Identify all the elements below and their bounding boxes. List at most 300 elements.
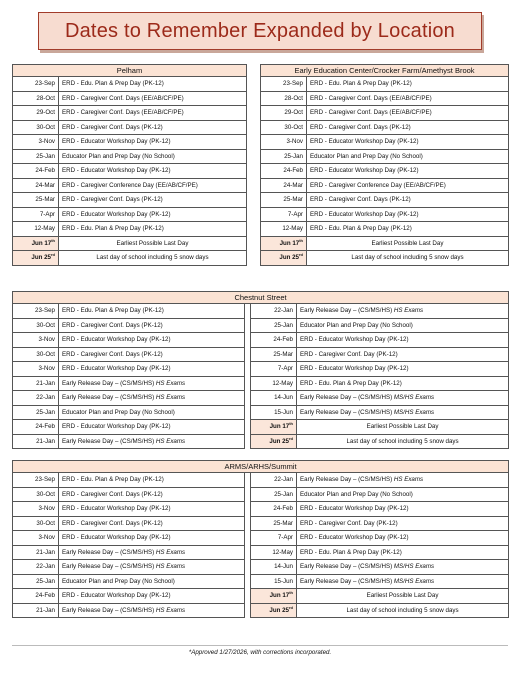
date-text: 22-Jan xyxy=(36,394,55,401)
date-text: 24-Feb xyxy=(273,505,293,512)
date-cell xyxy=(251,589,297,604)
table-row xyxy=(13,77,247,92)
description-text: ERD - Caregiver Conf. Days (PK-12) xyxy=(62,321,163,329)
description-cell xyxy=(297,420,509,435)
date-text: Jun 17 xyxy=(279,239,300,247)
date-cell xyxy=(13,487,59,502)
date-text: 15-Jun xyxy=(274,408,293,416)
table-row xyxy=(13,391,509,406)
date-cell xyxy=(261,207,307,222)
date-cell xyxy=(251,391,297,406)
exam-tag: HS Exams xyxy=(155,437,186,445)
description-cell xyxy=(59,135,247,150)
date-text: 21-Jan xyxy=(36,606,55,614)
date-text: 25-Jan xyxy=(36,152,55,160)
date-text: 24-Feb xyxy=(35,592,55,599)
title-banner xyxy=(38,12,482,50)
description-cell xyxy=(297,574,509,589)
table-row xyxy=(13,487,509,502)
date-text: 23-Sep xyxy=(35,80,55,87)
description-text: Early Release Day – (CS/MS/HS) xyxy=(300,563,393,570)
description-text: Early Release Day – (CS/MS/HS) xyxy=(62,606,155,614)
description-cell xyxy=(59,473,245,488)
exam-tag: HS Exams xyxy=(393,307,424,314)
page-title: Dates to Remember Expanded by Location xyxy=(64,20,456,42)
date-cell xyxy=(13,405,59,420)
date-text: 3-Nov xyxy=(38,138,55,145)
description-cell xyxy=(297,318,509,333)
description-cell xyxy=(307,222,509,237)
date-cell xyxy=(13,502,59,517)
exam-tag: MS/HS Exams xyxy=(393,408,435,416)
exam-tag: MS/HS Exams xyxy=(393,394,435,401)
description-text: ERD - Educator Workshop Day (PK-12) xyxy=(300,336,409,343)
description-cell xyxy=(59,347,245,362)
description-cell xyxy=(59,391,245,406)
chestnut-title: Chestnut Street xyxy=(13,292,509,304)
description-text: ERD - Caregiver Conf. Days (PK-12) xyxy=(62,196,163,203)
description-text: Earliest Possible Last Day xyxy=(366,592,439,599)
description-cell xyxy=(297,545,509,560)
description-text: Last day of school including 5 snow days xyxy=(351,254,464,261)
description-text: Early Release Day – (CS/MS/HS) xyxy=(62,379,155,387)
date-text: 29-Oct xyxy=(284,109,303,116)
date-cell xyxy=(261,106,307,121)
description-cell xyxy=(307,149,509,164)
date-text: Jun 25 xyxy=(269,437,289,445)
date-cell xyxy=(261,236,307,251)
date-text: 25-Mar xyxy=(273,350,293,358)
description-text: ERD - Edu. Plan & Prep Day (PK-12) xyxy=(300,379,402,387)
description-text: Educator Plan and Prep Day (No School) xyxy=(300,321,413,329)
description-text: Earliest Possible Last Day xyxy=(366,423,439,430)
table-row xyxy=(13,304,509,319)
date-text: 25-Mar xyxy=(35,196,55,203)
table-row xyxy=(13,135,247,150)
table-row xyxy=(13,574,509,589)
description-cell xyxy=(59,362,245,377)
description-cell xyxy=(59,164,247,179)
description-text: ERD - Educator Workshop Day (PK-12) xyxy=(300,505,409,512)
date-cell xyxy=(13,77,59,92)
description-cell xyxy=(59,487,245,502)
description-text: ERD - Caregiver Conference Day (EE/AB/CF/PE) xyxy=(62,181,198,189)
description-cell xyxy=(59,77,247,92)
table-row xyxy=(261,135,509,150)
date-text: Jun 25 xyxy=(279,254,299,261)
description-cell xyxy=(59,318,245,333)
description-cell xyxy=(297,502,509,517)
arms-title: ARMS/ARHS/Summit xyxy=(13,461,509,473)
date-cell xyxy=(13,304,59,319)
date-text: 12-May xyxy=(272,548,293,556)
description-cell xyxy=(297,603,509,618)
table-row xyxy=(261,106,509,121)
description-text: ERD - Caregiver Conf. Days (EE/AB/CF/PE) xyxy=(310,94,432,102)
table-row xyxy=(13,106,247,121)
description-cell xyxy=(59,236,247,251)
date-cell xyxy=(13,106,59,121)
description-cell xyxy=(307,135,509,150)
table-row xyxy=(261,164,509,179)
description-cell xyxy=(59,560,245,575)
table-row xyxy=(13,376,509,391)
description-cell xyxy=(307,236,509,251)
date-cell xyxy=(251,473,297,488)
description-text: ERD - Educator Workshop Day (PK-12) xyxy=(62,210,171,218)
date-cell xyxy=(13,164,59,179)
date-text: 30-Oct xyxy=(36,350,55,358)
description-cell xyxy=(297,560,509,575)
table-row xyxy=(13,333,509,348)
description-text: ERD - Educator Workshop Day (PK-12) xyxy=(62,365,171,372)
table-row xyxy=(261,207,509,222)
date-cell xyxy=(13,376,59,391)
date-cell xyxy=(13,236,59,251)
table-row xyxy=(261,193,509,208)
description-cell xyxy=(297,516,509,531)
date-cell xyxy=(13,193,59,208)
date-text: 15-Jun xyxy=(274,577,293,585)
table-row xyxy=(13,222,247,237)
description-cell xyxy=(59,531,245,546)
description-text: ERD - Caregiver Conf. Days (PK-12) xyxy=(310,196,411,203)
date-cell xyxy=(13,120,59,135)
description-text: ERD - Caregiver Conf. Days (PK-12) xyxy=(310,123,411,131)
date-text: 25-Jan xyxy=(36,408,55,416)
description-cell xyxy=(59,333,245,348)
date-text: 28-Oct xyxy=(284,94,303,102)
description-cell xyxy=(307,178,509,193)
description-cell xyxy=(59,376,245,391)
date-text: 22-Jan xyxy=(274,307,293,314)
date-cell xyxy=(251,333,297,348)
chestnut-table xyxy=(12,291,509,449)
description-text: Early Release Day – (CS/MS/HS) xyxy=(300,307,393,314)
description-cell xyxy=(297,304,509,319)
description-cell xyxy=(59,207,247,222)
date-cell xyxy=(251,304,297,319)
description-cell xyxy=(59,178,247,193)
last-day-row xyxy=(261,251,509,266)
pelham-title: Pelham xyxy=(13,65,247,77)
date-cell xyxy=(251,362,297,377)
description-text: ERD - Caregiver Conf. Days (PK-12) xyxy=(62,519,163,527)
date-text: 3-Nov xyxy=(38,505,55,512)
description-cell xyxy=(307,77,509,92)
date-cell xyxy=(13,603,59,618)
date-cell xyxy=(13,531,59,546)
table-row xyxy=(13,120,247,135)
description-cell xyxy=(307,207,509,222)
table-row xyxy=(13,362,509,377)
description-cell xyxy=(307,251,509,266)
date-text: 7-Apr xyxy=(287,210,303,218)
description-text: Early Release Day – (CS/MS/HS) xyxy=(62,437,155,445)
date-text: 24-Mar xyxy=(35,181,55,189)
description-cell xyxy=(59,420,245,435)
date-text: 12-May xyxy=(34,225,55,232)
table-row xyxy=(13,318,509,333)
description-cell xyxy=(297,434,509,449)
date-cell xyxy=(13,545,59,560)
date-suffix: th xyxy=(289,420,293,426)
date-text: Jun 17 xyxy=(269,423,290,430)
date-text: 7-Apr xyxy=(277,365,293,372)
date-text: 23-Sep xyxy=(283,80,303,87)
date-text: 30-Oct xyxy=(36,490,55,498)
date-cell xyxy=(13,178,59,193)
date-suffix: rd xyxy=(51,251,55,257)
date-text: 21-Jan xyxy=(36,548,55,556)
description-cell xyxy=(59,222,247,237)
description-cell xyxy=(297,405,509,420)
description-text: ERD - Caregiver Conf. Days (EE/AB/CF/PE) xyxy=(62,109,184,116)
date-text: 7-Apr xyxy=(277,534,293,541)
eec-title: Early Education Center/Crocker Farm/Amethyst Brook xyxy=(261,65,509,77)
description-cell xyxy=(59,106,247,121)
description-text: ERD - Educator Workshop Day (PK-12) xyxy=(62,534,171,541)
description-cell xyxy=(297,376,509,391)
description-text: Early Release Day – (CS/MS/HS) xyxy=(300,394,393,401)
description-cell xyxy=(59,603,245,618)
description-cell xyxy=(59,516,245,531)
description-cell xyxy=(297,347,509,362)
description-text: Early Release Day – (CS/MS/HS) xyxy=(62,394,155,401)
description-text: Educator Plan and Prep Day (No School) xyxy=(300,490,413,498)
date-text: 12-May xyxy=(282,225,303,232)
table-row xyxy=(13,149,247,164)
date-text: 7-Apr xyxy=(39,210,55,218)
description-text: Early Release Day – (CS/MS/HS) xyxy=(62,548,155,556)
last-day-row xyxy=(13,236,247,251)
date-text: 24-Feb xyxy=(35,167,55,174)
date-text: 25-Mar xyxy=(283,196,303,203)
description-text: ERD - Edu. Plan & Prep Day (PK-12) xyxy=(62,476,164,483)
description-text: ERD - Educator Workshop Day (PK-12) xyxy=(62,505,171,512)
table-row xyxy=(13,178,247,193)
date-cell xyxy=(261,193,307,208)
exam-tag: MS/HS Exams xyxy=(393,577,435,585)
description-cell xyxy=(307,120,509,135)
last-day-row xyxy=(261,236,509,251)
description-cell xyxy=(297,362,509,377)
description-text: Earliest Possible Last Day xyxy=(116,239,189,247)
date-cell xyxy=(261,178,307,193)
table-row xyxy=(261,91,509,106)
description-cell xyxy=(59,434,245,449)
date-text: Jun 17 xyxy=(31,239,52,247)
description-text: ERD - Caregiver Conf. Day (PK-12) xyxy=(300,519,398,527)
table-row xyxy=(13,531,509,546)
table-row xyxy=(13,434,509,449)
description-cell xyxy=(59,91,247,106)
table-row xyxy=(13,193,247,208)
table-row xyxy=(13,207,247,222)
date-text: 24-Mar xyxy=(283,181,303,189)
description-text: ERD - Edu. Plan & Prep Day (PK-12) xyxy=(62,307,164,314)
date-text: 29-Oct xyxy=(36,109,55,116)
date-text: 21-Jan xyxy=(36,379,55,387)
date-cell xyxy=(251,487,297,502)
description-text: Earliest Possible Last Day xyxy=(371,239,444,247)
date-cell xyxy=(251,531,297,546)
date-suffix: th xyxy=(51,237,55,243)
date-cell xyxy=(261,149,307,164)
description-text: ERD - Educator Workshop Day (PK-12) xyxy=(62,336,171,343)
date-cell xyxy=(251,516,297,531)
description-text: Early Release Day – (CS/MS/HS) xyxy=(62,563,155,570)
description-text: ERD - Edu. Plan & Prep Day (PK-12) xyxy=(310,225,412,232)
date-suffix: rd xyxy=(299,251,303,257)
date-cell xyxy=(251,318,297,333)
date-cell xyxy=(261,91,307,106)
description-text: ERD - Edu. Plan & Prep Day (PK-12) xyxy=(62,225,164,232)
description-text: ERD - Caregiver Conf. Days (EE/AB/CF/PE) xyxy=(310,109,432,116)
date-text: Jun 17 xyxy=(269,592,290,599)
description-text: Educator Plan and Prep Day (No School) xyxy=(62,152,175,160)
table-row xyxy=(261,149,509,164)
footer-divider xyxy=(12,645,508,646)
table-row xyxy=(13,545,509,560)
arms-table xyxy=(12,460,509,618)
date-cell xyxy=(13,589,59,604)
table-row xyxy=(13,473,509,488)
description-cell xyxy=(297,531,509,546)
date-text: 14-Jun xyxy=(274,394,293,401)
date-cell xyxy=(261,77,307,92)
date-cell xyxy=(13,362,59,377)
eec-table xyxy=(260,64,509,266)
date-cell xyxy=(251,376,297,391)
description-text: Educator Plan and Prep Day (No School) xyxy=(310,152,423,160)
description-text: ERD - Educator Workshop Day (PK-12) xyxy=(62,167,171,174)
date-cell xyxy=(251,574,297,589)
date-suffix: rd xyxy=(289,604,293,610)
last-day-row xyxy=(13,251,247,266)
table-row xyxy=(13,405,509,420)
description-text: ERD - Caregiver Conf. Days (PK-12) xyxy=(62,490,163,498)
date-cell xyxy=(13,391,59,406)
description-text: ERD - Caregiver Conf. Days (PK-12) xyxy=(62,350,163,358)
exam-tag: HS Exams xyxy=(155,379,186,387)
date-text: 30-Oct xyxy=(36,123,55,131)
description-text: Early Release Day – (CS/MS/HS) xyxy=(300,408,393,416)
date-cell xyxy=(261,135,307,150)
date-text: 25-Jan xyxy=(274,321,293,329)
date-cell xyxy=(251,545,297,560)
description-text: ERD - Educator Workshop Day (PK-12) xyxy=(310,210,419,218)
description-text: ERD - Educator Workshop Day (PK-12) xyxy=(310,167,419,174)
table-row xyxy=(13,91,247,106)
date-cell xyxy=(13,434,59,449)
date-cell xyxy=(261,120,307,135)
description-text: ERD - Caregiver Conf. Days (EE/AB/CF/PE) xyxy=(62,94,184,102)
table-row xyxy=(13,589,509,604)
date-cell xyxy=(13,91,59,106)
description-cell xyxy=(59,304,245,319)
date-text: 25-Jan xyxy=(284,152,303,160)
description-text: ERD - Educator Workshop Day (PK-12) xyxy=(300,365,409,372)
table-row xyxy=(13,502,509,517)
table-row xyxy=(13,560,509,575)
description-text: ERD - Edu. Plan & Prep Day (PK-12) xyxy=(310,80,412,87)
date-cell xyxy=(251,560,297,575)
date-text: 28-Oct xyxy=(36,94,55,102)
date-text: 30-Oct xyxy=(36,321,55,329)
date-text: 12-May xyxy=(272,379,293,387)
pelham-table xyxy=(12,64,247,266)
description-cell xyxy=(59,149,247,164)
table-row xyxy=(261,222,509,237)
exam-tag: MS/HS Exams xyxy=(393,563,435,570)
description-text: ERD - Educator Workshop Day (PK-12) xyxy=(310,138,419,145)
exam-tag: HS Exams xyxy=(155,548,186,556)
date-text: 25-Jan xyxy=(274,490,293,498)
description-text: Educator Plan and Prep Day (No School) xyxy=(62,577,175,585)
description-cell xyxy=(59,120,247,135)
exam-tag: HS Exams xyxy=(393,476,424,483)
date-text: 3-Nov xyxy=(38,534,55,541)
exam-tag: HS Exams xyxy=(155,394,186,401)
description-text: ERD - Edu. Plan & Prep Day (PK-12) xyxy=(300,548,402,556)
description-text: Educator Plan and Prep Day (No School) xyxy=(62,408,175,416)
date-text: 3-Nov xyxy=(38,365,55,372)
date-cell xyxy=(251,420,297,435)
description-text: ERD - Educator Workshop Day (PK-12) xyxy=(62,592,171,599)
description-cell xyxy=(307,193,509,208)
date-cell xyxy=(261,251,307,266)
date-cell xyxy=(13,333,59,348)
date-text: 14-Jun xyxy=(274,563,293,570)
description-cell xyxy=(59,545,245,560)
table-row xyxy=(261,178,509,193)
date-text: 22-Jan xyxy=(274,476,293,483)
description-cell xyxy=(59,251,247,266)
date-cell xyxy=(13,473,59,488)
description-cell xyxy=(59,405,245,420)
description-text: ERD - Educator Workshop Day (PK-12) xyxy=(300,534,409,541)
description-cell xyxy=(59,574,245,589)
date-text: 24-Feb xyxy=(283,167,303,174)
description-cell xyxy=(307,91,509,106)
exam-tag: HS Exams xyxy=(155,606,186,614)
date-text: 25-Mar xyxy=(273,519,293,527)
description-text: Last day of school including 5 snow days xyxy=(96,254,209,261)
date-cell xyxy=(13,516,59,531)
date-cell xyxy=(13,420,59,435)
table-row xyxy=(13,603,509,618)
description-cell xyxy=(59,193,247,208)
date-cell xyxy=(13,149,59,164)
description-cell xyxy=(297,473,509,488)
table-row xyxy=(13,516,509,531)
description-text: ERD - Edu. Plan & Prep Day (PK-12) xyxy=(62,80,164,87)
date-text: 30-Oct xyxy=(36,519,55,527)
description-cell xyxy=(297,333,509,348)
table-row xyxy=(13,347,509,362)
table-row xyxy=(13,164,247,179)
date-cell xyxy=(13,318,59,333)
description-text: Last day of school including 5 snow days xyxy=(346,437,459,445)
description-text: ERD - Caregiver Conf. Day (PK-12) xyxy=(300,350,398,358)
date-cell xyxy=(261,222,307,237)
date-text: 21-Jan xyxy=(36,437,55,445)
date-cell xyxy=(261,164,307,179)
date-cell xyxy=(13,560,59,575)
date-text: 23-Sep xyxy=(35,307,55,314)
date-cell xyxy=(251,434,297,449)
